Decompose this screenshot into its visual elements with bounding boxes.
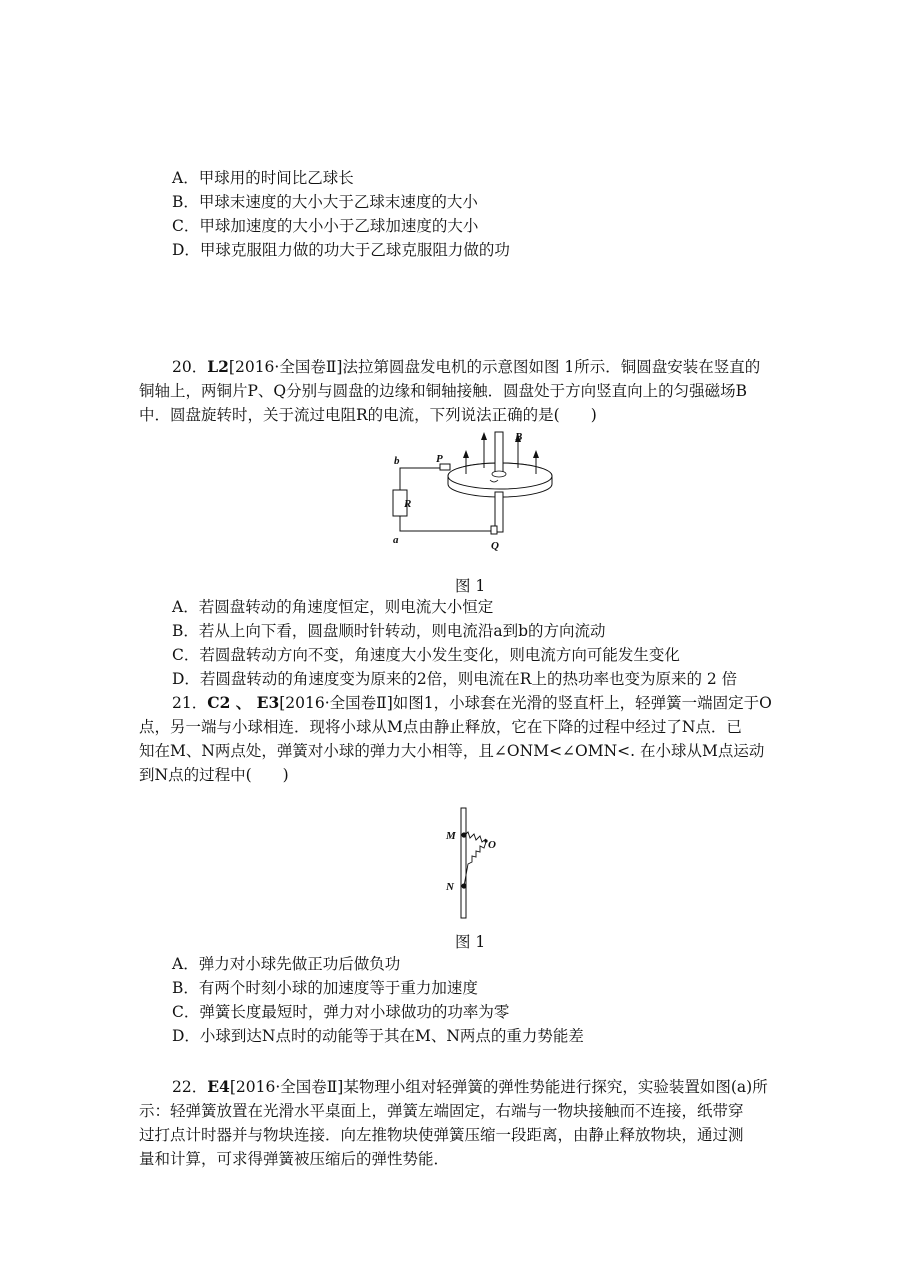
- q20-option-b: B．若从上向下看，圆盘顺时针转动，则电流沿a到b的方向流动: [172, 622, 606, 640]
- q21-option-b: B．有两个时刻小球的加速度等于重力加速度: [172, 979, 478, 997]
- q21-label: C2 、 E3: [207, 693, 280, 712]
- q19-option-b: B．甲球末速度的大小大于乙球末速度的大小: [172, 193, 478, 211]
- q20-option-d: D．若圆盘转动的角速度变为原来的2倍，则电流在R上的热功率也变为原来的 2 倍: [172, 670, 738, 688]
- figure-label-b: b: [394, 455, 400, 467]
- q22-number: 22．: [172, 1078, 208, 1096]
- q19-option-c: C．甲球加速度的大小小于乙球加速度的大小: [172, 217, 479, 235]
- q21-figure-caption: 图 1: [455, 933, 486, 951]
- q20-disc-generator-figure: [388, 428, 568, 558]
- q22-stem-text-1: 某物理小组对轻弹簧的弹性势能进行探究，实验装置如图(a)所: [343, 1078, 768, 1096]
- q20-source: [2016·全国卷Ⅱ]: [228, 358, 343, 376]
- q20-option-a: A．若圆盘转动的角速度恒定，则电流大小恒定: [172, 598, 494, 616]
- figure-label-q: Q: [491, 540, 499, 552]
- q22-label: E4: [207, 1077, 230, 1096]
- figure-label-m: M: [446, 830, 456, 842]
- figure-label-r: R: [404, 498, 412, 510]
- q22-stem-line-4: 量和计算，可求得弹簧被压缩后的弹性势能．: [139, 1150, 450, 1168]
- q21-stem-line-3: 知在M、N两点处，弹簧对小球的弹力大小相等，且∠ONM<∠OMN<. 在小球从M点运动: [139, 742, 765, 760]
- q21-option-d: D．小球到达N点时的动能等于其在M、N两点的重力势能差: [172, 1027, 584, 1045]
- q21-source: [2016·全国卷Ⅱ]: [279, 694, 393, 712]
- q22-stem-line-3: 过打点计时器并与物块连接．向左推物块使弹簧压缩一段距离，由静止释放物块，通过测: [139, 1126, 744, 1144]
- q20-figure-caption: 图 1: [455, 577, 486, 595]
- figure-label-n: N: [446, 881, 454, 893]
- q22-stem-line-1: [172, 1076, 768, 1098]
- q20-number: 20．: [172, 358, 208, 376]
- q20-stem-text-1: 法拉第圆盘发电机的示意图如图 1所示．铜圆盘安装在竖直的: [342, 358, 761, 376]
- q21-number: 21．: [172, 694, 208, 712]
- q19-option-a: A．甲球用的时间比乙球长: [172, 169, 354, 187]
- q19-option-d: D．甲球克服阻力做的功大于乙球克服阻力做的功: [172, 241, 510, 259]
- q20-stem-line-2: 铜轴上，两铜片P、Q分别与圆盘的边缘和铜轴接触．圆盘处于方向竖直向上的匀强磁场B: [139, 382, 748, 400]
- q22-stem-line-2: 示：轻弹簧放置在光滑水平桌面上，弹簧左端固定，右端与一物块接触而不连接，纸带穿: [139, 1102, 744, 1120]
- figure-label-p: P: [436, 453, 443, 465]
- q21-spring-rod-figure: [436, 806, 516, 920]
- q21-stem-line-2: 点，另一端与小球相连．现将小球从M点由静止释放，它在下降的过程中经过了N点．已: [139, 718, 742, 736]
- figure-label-a: a: [393, 534, 399, 546]
- q20-stem-line-3: 中．圆盘旋转时，关于流过电阻R的电流，下列说法正确的是( ): [139, 406, 597, 424]
- q21-stem-line-4: 到N点的过程中( ): [139, 766, 289, 784]
- figure-label-b-field: B: [515, 431, 523, 443]
- q21-option-a: A．弹力对小球先做正功后做负功: [172, 955, 401, 973]
- q22-source: [2016·全国卷Ⅱ]: [229, 1078, 344, 1096]
- q20-stem-line-1: [172, 356, 760, 378]
- q20-option-c: C．若圆盘转动方向不变，角速度大小发生变化，则电流方向可能发生变化: [172, 646, 680, 664]
- q21-stem-line-1: [172, 692, 772, 714]
- q21-stem-text-1: 如图1，小球套在光滑的竖直杆上，轻弹簧一端固定于O: [392, 694, 772, 712]
- figure-label-o: O: [488, 839, 496, 851]
- q21-option-c: C．弹簧长度最短时，弹力对小球做功的功率为零: [172, 1003, 510, 1021]
- q20-label: L2: [207, 357, 229, 376]
